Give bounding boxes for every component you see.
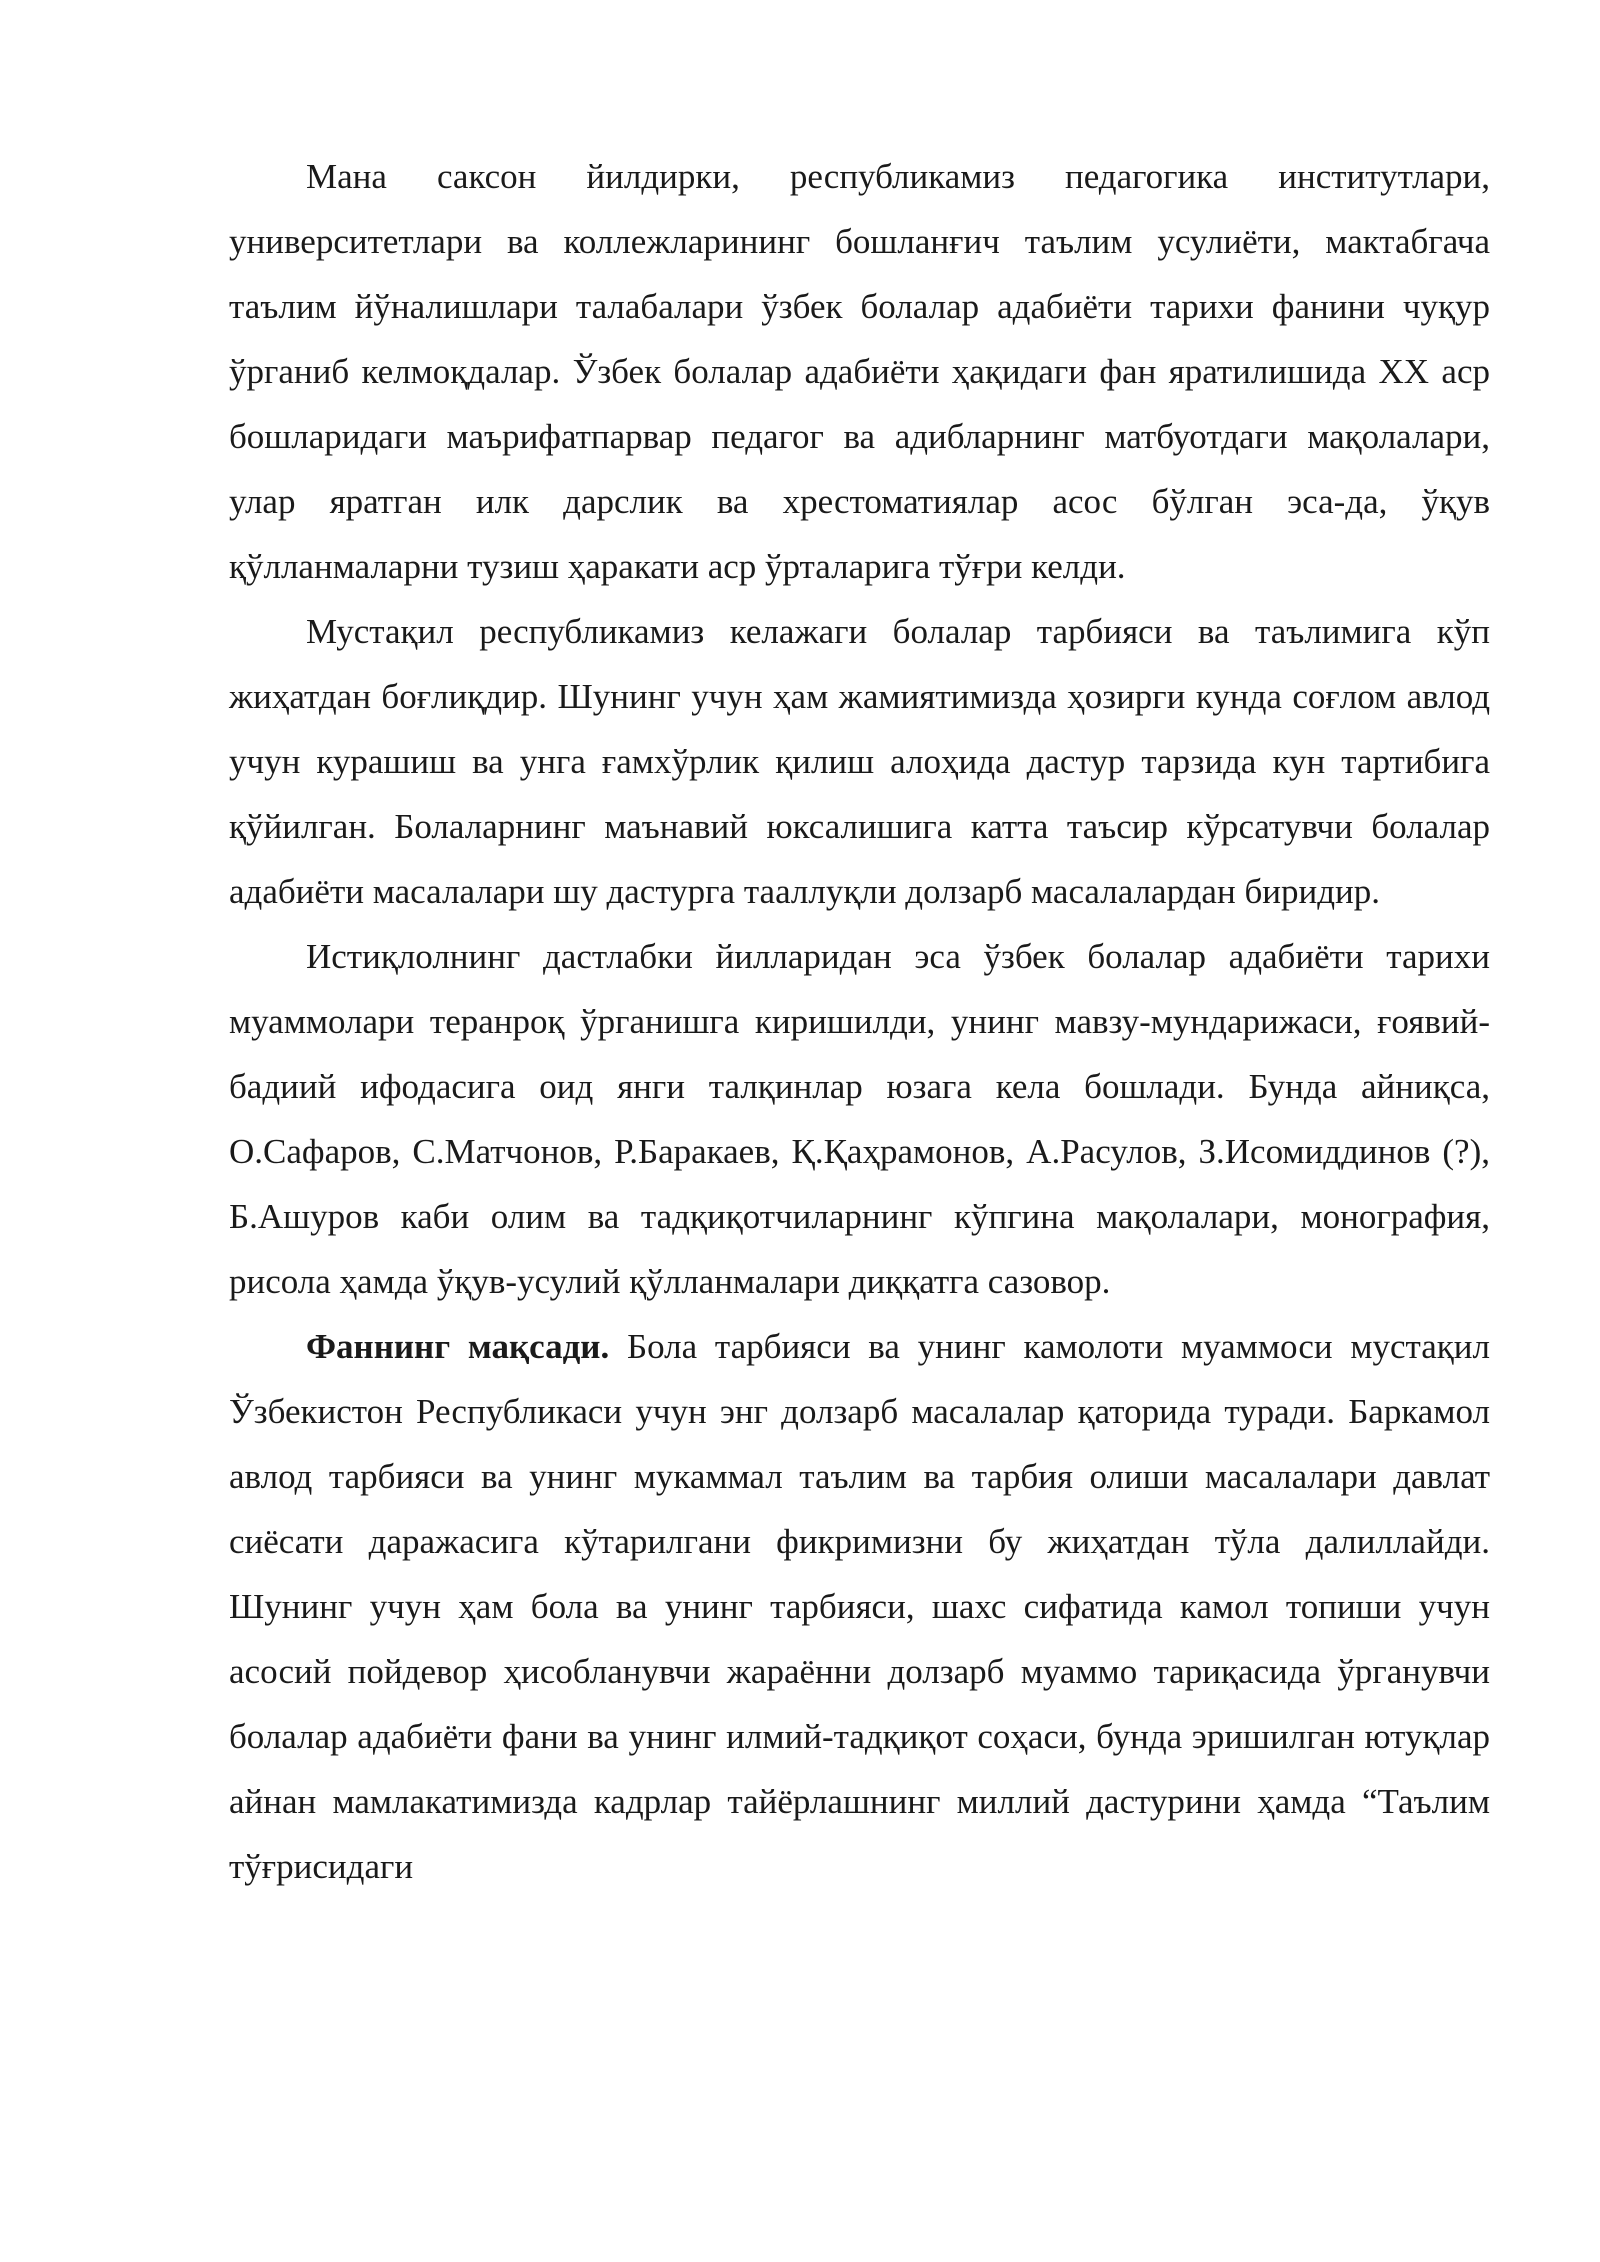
section-heading-inline: Фаннинг мақсади. bbox=[306, 1327, 610, 1366]
paragraph-4-text: Бола тарбияси ва унинг камолоти муаммоси мустақил Ўзбекистон Республикаси учун энг долзарб масалалар қаторида туради. Баркамол авлод тарбияси ва унинг мукаммал таълим ва тарбия олиши масалалари давлат сиёсати даражасига кўтарилгани фикримизни бу жиҳатдан тўла далиллайди. Шунинг учун ҳам бола ва унинг тарбияси, шахс сифатида камол топиши учун асосий пойдевор ҳисобланувчи жараённи долзарб муаммо тариқасида ўрганувчи болалар адабиёти фани ва унинг илмий-тадқиқот соҳаси, бунда эришилган ютуқлар айнан мамлакатимизда кадрлар тайёрлашнинг миллий дастурини ҳамда “Таълим тўғрисидаги bbox=[229, 1327, 1491, 1886]
paragraph-1-text: Мана саксон йилдирки, республикамиз педагогика институтлари, университетлари ва коллежларининг бошланғич таълим усулиёти, мактабгача таълим йўналишлари талабалари ўзбек болалар адабиёти тарихи фанини чуқур ўрганиб келмоқдалар. Ўзбек болалар адабиёти ҳақидаги фан яратилишида ХХ аср бошларидаги маърифатпарвар педагог ва адибларнинг матбуотдаги мақолалари, улар яратган илк дарслик ва хрестоматиялар асос бўлган эса-да, ўқув қўлланмаларни тузиш ҳаракати аср ўрталарига тўғри келди. bbox=[229, 157, 1490, 586]
paragraph-3-text: Истиқлолнинг дастлабки йилларидан эса ўзбек болалар адабиёти тарихи муаммолари теранроқ ўрганишга киришилди, унинг мавзу-мундарижаси, ғоявий-бадиий ифодасига оид янги талқинлар юзага кела бошлади. Бунда айниқса, О.Сафаров, С.Матчонов, Р.Баракаев, Қ.Қаҳрамонов, А.Расулов, З.Исомиддинов (?), Б.Ашуров каби олим ва тадқиқотчиларнинг кўпгина мақолалари, монография, рисола ҳамда ўқув-усулий қўлланмалари диққатга сазовор. bbox=[229, 937, 1490, 1301]
paragraph-2-text: Мустақил республикамиз келажаги болалар тарбияси ва таълимига кўп жиҳатдан боғлиқдир. Шунинг учун ҳам жамиятимизда ҳозирги кунда соғлом авлод учун курашиш ва унга ғамхўрлик қилиш алоҳида дастур тарзида кун тартибига қўйилган. Болаларнинг маънавий юксалишига катта таъсир кўрсатувчи болалар адабиёти масалалари шу дастурга тааллуқли долзарб масалалардан биридир. bbox=[229, 612, 1490, 911]
paragraph-4 bbox=[229, 1314, 1490, 1899]
paragraph-2 bbox=[229, 599, 1490, 924]
document-body bbox=[229, 144, 1490, 1899]
paragraph-1 bbox=[229, 144, 1490, 599]
paragraph-3 bbox=[229, 924, 1490, 1314]
